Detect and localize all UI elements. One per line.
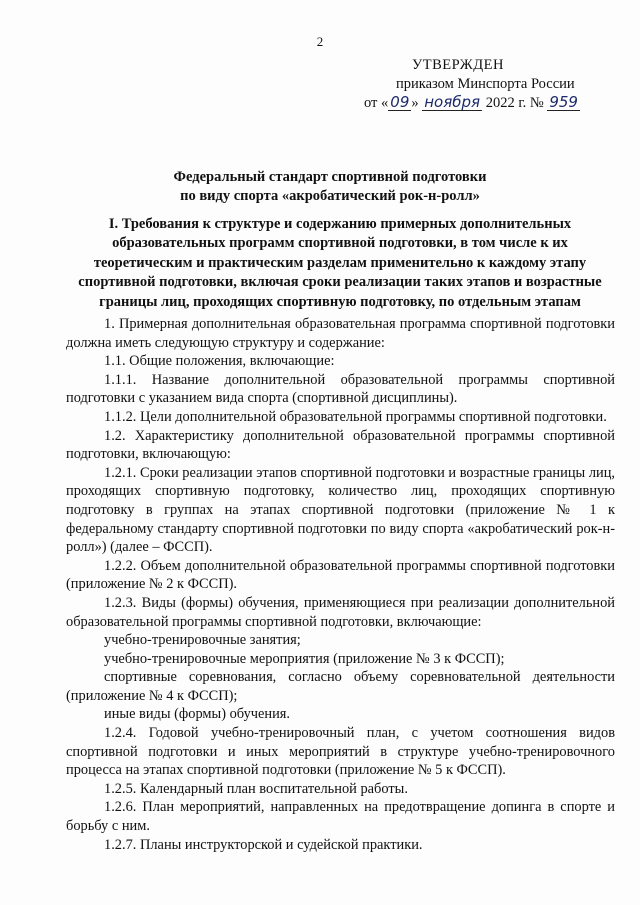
paragraph: 1.2.4. Годовой учебно-тренировочный план, с учетом соотношения видов спортивной подготовки и иных мероприятий в структуре учебно-тренировочного процесса на этапах спортивной подготовки (приложение № 5 к ФССП). (66, 725, 615, 779)
date-year: 2022 г. № (485, 95, 544, 111)
standard-title-line: по виду спорта «акробатический рок-н-ролл» (180, 188, 480, 204)
handwritten-month: ноября (424, 93, 481, 111)
date-mid: » (411, 95, 419, 111)
paragraph: спортивные соревнования, согласно объему соревновательной деятельности (приложение № 4 к ФССП); (66, 669, 615, 704)
paragraph: 1.2.5. Календарный план воспитательной работы. (104, 780, 408, 797)
paragraph: 1.2.2. Объем дополнительной образовательной программы спортивной подготовки (приложение № 2 к ФССП). (66, 557, 615, 593)
paragraph: 1.2.7. Планы инструкторской и судейской практики. (104, 836, 423, 853)
approval-date-line (364, 94, 622, 113)
document-body (66, 315, 615, 854)
section-title-line: I. Требования к структуре и содержанию примерных дополнительных (108, 216, 572, 232)
handwritten-number: 959 (549, 93, 578, 111)
paragraph: 1. Примерная дополнительная образовательная программа спортивной подготовки должна иметь следующую структуру и содержание: (66, 316, 615, 351)
standard-title-line: Федеральный стандарт спортивной подготовки (173, 169, 487, 185)
page-number: 2 (316, 34, 324, 49)
paragraph: иные виды (формы) обучения. (104, 706, 291, 723)
paragraph: 1.2.1. Сроки реализации этапов спортивной подготовки и возрастные границы лиц, проходящих спортивную подготовку, количество лиц, проходящих спортивную подготовку в группах на этапах спортивной подготовки (приложение № 1 к федеральному стандарту спортивной подготовки по виду спорта «акробатический рок-н-ролл») (далее – ФССП). (66, 464, 615, 556)
section-title (64, 215, 616, 312)
approval-title: УТВЕРЖДЕН (412, 57, 504, 73)
paragraph: 1.2.6. План мероприятий, направленных на предотвращение допинга в спорте и борьбу с ним. (66, 799, 615, 835)
paragraph: 1.1. Общие положения, включающие: (104, 353, 335, 370)
standard-title (60, 168, 600, 206)
approval-order: приказом Минспорта России (396, 76, 575, 92)
approval-block (364, 56, 622, 113)
section-title-line: теоретическим и практическим разделам применительно к каждому этапу (93, 254, 587, 271)
date-prefix: от « (364, 95, 389, 111)
paragraph: учебно-тренировочные мероприятия (приложение № 3 к ФССП); (104, 650, 505, 667)
paragraph: учебно-тренировочные занятия; (104, 632, 301, 649)
paragraph: 1.2.3. Виды (формы) обучения, применяющиеся при реализации дополнительной образовательной программы спортивной подготовки, включающие: (66, 594, 615, 630)
section-title-line: границы лиц, проходящих спортивную подготовку, по отдельным этапам (99, 293, 581, 310)
handwritten-day: 09 (390, 93, 410, 111)
section-title-line: образовательных программ спортивной подготовки, в том числе к их (112, 235, 568, 252)
section-title-line: спортивной подготовки, включая сроки реализации таких этапов и возрастные (78, 274, 602, 291)
paragraph: 1.1.1. Название дополнительной образовательной программы спортивной подготовки с указанием вида спорта (спортивной дисциплины). (66, 371, 615, 407)
paragraph: 1.2. Характеристику дополнительной образовательной программы спортивной подготовки, включающую: (66, 427, 615, 463)
paragraph: 1.1.2. Цели дополнительной образовательной программы спортивной подготовки. (104, 408, 607, 425)
